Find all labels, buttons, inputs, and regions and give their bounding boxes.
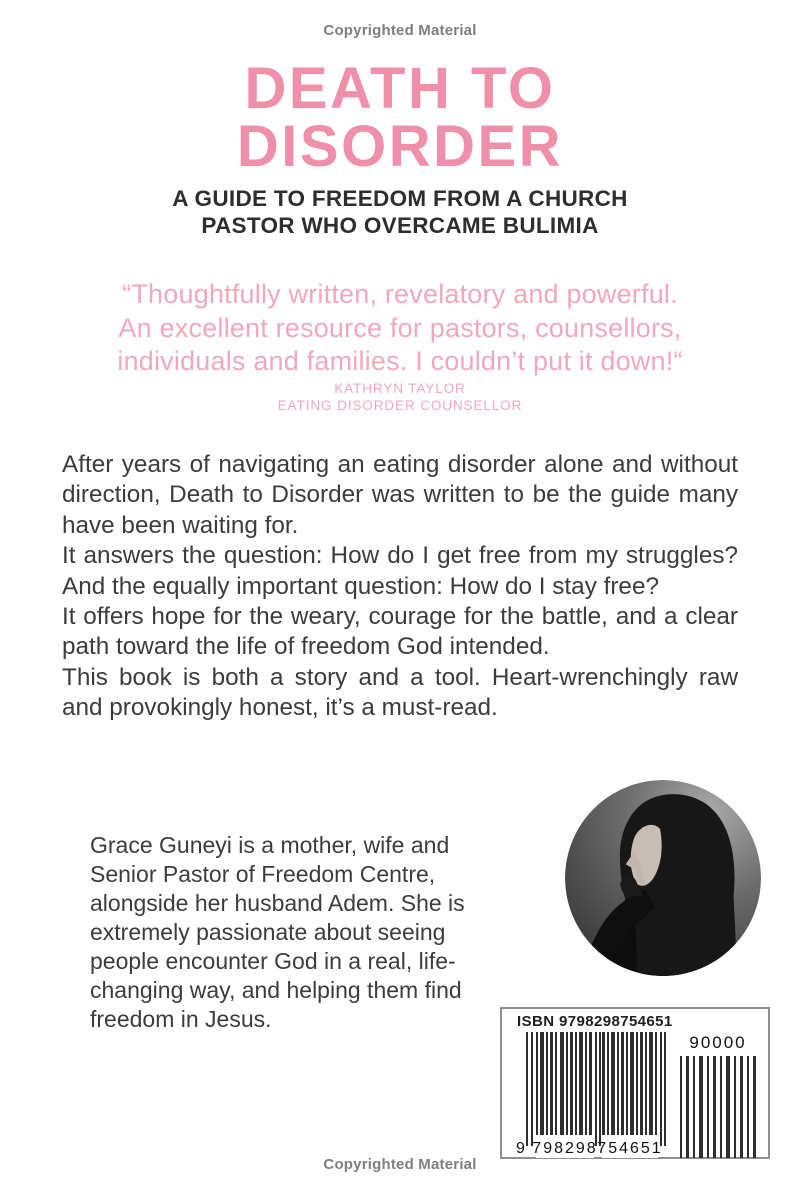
endorsement-quote bbox=[0, 278, 800, 379]
synopsis-paragraph-1: After years of navigating an eating disorder alone and without direction, Death to Disorder was written to be the guide many have been waiting for. bbox=[62, 451, 738, 539]
author-photo-graphic bbox=[565, 780, 761, 976]
copyright-notice-top: Copyrighted Material bbox=[323, 22, 477, 39]
copyright-notice-bottom: Copyrighted Material bbox=[323, 1156, 477, 1173]
endorsement-line2: An excellent resource for pastors, counsellors, bbox=[118, 312, 682, 343]
endorsement-line3: individuals and families. I couldn’t put it down!“ bbox=[117, 346, 683, 376]
author-photo bbox=[565, 780, 761, 976]
book-subtitle bbox=[0, 185, 800, 239]
synopsis-paragraph-4: This book is both a story and a tool. Heart-wrenchingly raw and provokingly honest, it’s a must-read. bbox=[62, 663, 738, 722]
isbn-label: ISBN 9798298754651 bbox=[517, 1013, 673, 1030]
isbn-barcode-box bbox=[500, 1007, 770, 1159]
attribution-name: KATHRYN TAYLOR bbox=[334, 381, 466, 396]
book-title bbox=[0, 56, 800, 179]
barcode-digits-group1: 798298 bbox=[532, 1140, 598, 1157]
barcode-digit-9: 9 bbox=[516, 1140, 525, 1157]
synopsis-text bbox=[62, 450, 738, 724]
attribution-role: EATING DISORDER COUNSELLOR bbox=[277, 398, 523, 413]
endorsement-attribution bbox=[0, 380, 800, 414]
book-subtitle-line1: A GUIDE TO FREEDOM FROM A CHURCH bbox=[172, 186, 628, 211]
addon-barcode-bars bbox=[680, 1056, 756, 1158]
synopsis-paragraph-3: It offers hope for the weary, courage for the battle, and a clear path toward the life of freedom God intended. bbox=[62, 603, 738, 661]
barcode-digits-group2: 754651 bbox=[597, 1140, 663, 1157]
book-title-line1: DEATH TO bbox=[244, 56, 556, 121]
addon-barcode-value: 90000 bbox=[689, 1033, 747, 1052]
endorsement-line1: “Thoughtfully written, revelatory and powerful. bbox=[122, 279, 678, 309]
synopsis-paragraph-2: It answers the question: How do I get free from my struggles? And the equally important question: How do I stay free? bbox=[62, 542, 738, 600]
book-title-line2: DISORDER bbox=[236, 114, 564, 179]
ean13-barcode bbox=[516, 1032, 668, 1158]
addon-barcode bbox=[678, 1032, 760, 1158]
book-subtitle-line2: PASTOR WHO OVERCAME BULIMIA bbox=[201, 213, 599, 238]
author-bio: Grace Guneyi is a mother, wife and Senior Pastor of Freedom Centre, alongside her husband Adem. She is extremely passionate about seeing people encounter God in a real, life-changing way, and helping them find freedom in Jesus. bbox=[90, 832, 465, 1032]
